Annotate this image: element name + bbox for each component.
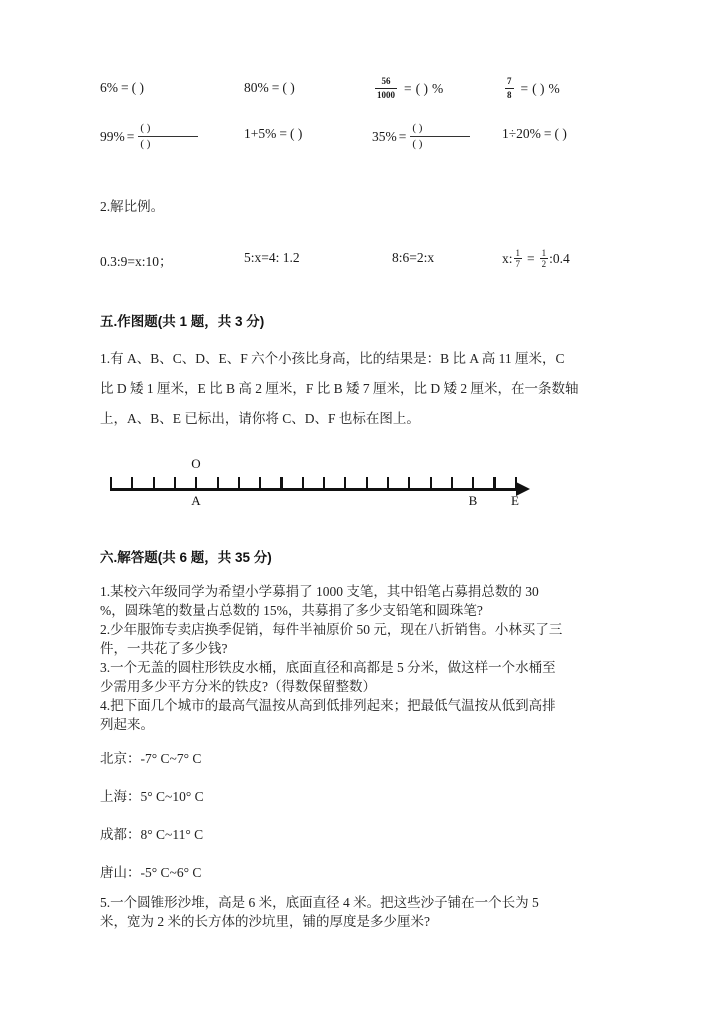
point-label-a: A (191, 493, 201, 508)
expression-left: 6% (100, 80, 118, 95)
problem-line: 1.某校六年级同学为希望小学募捐了 1000 支笔，其中铅笔占募捐总数的 30 (100, 584, 539, 599)
axis-tick (174, 477, 176, 489)
temperature-row-tangshan: 唐山：-5° C~6° C (100, 865, 202, 880)
proportion-expression: 8:6=2:x (392, 250, 435, 265)
section-five-question (100, 344, 628, 434)
fraction-56-1000 (375, 76, 397, 101)
solve-proportion-problems (96, 248, 636, 278)
fraction-denominator-blank[interactable]: ( ) (138, 136, 198, 151)
fraction-numerator: 7 (507, 76, 512, 86)
fraction-7-8 (505, 76, 514, 101)
ratio-suffix: :0.4 (549, 250, 570, 266)
question-line: 1.有 A、B、C、D、E、F 六个小孩比身高，比的结果是：B 比 A 高 11 厘米，C (100, 351, 565, 366)
fraction-denominator-blank[interactable]: ( ) (410, 136, 470, 151)
axis-tick (344, 477, 346, 489)
proportion-problem-4[interactable] (502, 248, 570, 269)
fraction-1-7 (514, 248, 523, 269)
axis-tick (430, 477, 432, 489)
axis-tick (366, 477, 368, 489)
fraction-numerator: 1 (541, 248, 547, 258)
paren-fraction-blank[interactable] (410, 122, 470, 151)
proportion-problem-2[interactable] (244, 250, 300, 266)
fill-in-row-1 (96, 76, 636, 116)
equals-sign: = (520, 80, 529, 96)
number-line-diagram[interactable] (96, 448, 636, 528)
fraction-numerator: 1 (515, 248, 521, 258)
solve-proportion-number: 2. (100, 199, 111, 214)
fraction-numerator: 56 (381, 76, 391, 86)
proportion-problem-1[interactable] (100, 250, 173, 270)
fraction-denominator: 7 (515, 259, 521, 269)
expression-left: 80% (244, 80, 269, 95)
problem-line: %，圆珠笔的数量占总数的 15%，共募捐了多少支铅笔和圆珠笔? (100, 603, 483, 618)
solve-proportion-title (100, 196, 164, 217)
expression-left: 1÷20% (502, 126, 541, 141)
point-label-e: E (511, 493, 519, 508)
axis-tick (259, 477, 261, 489)
solve-proportion-label: 解比例。 (110, 199, 165, 214)
temperature-row-beijing: 北京：-7° C~7° C (100, 751, 202, 766)
fill-in-item-1-plus-5-percent[interactable] (244, 126, 302, 142)
fill-in-item-56-over-1000[interactable] (372, 76, 443, 101)
fraction-numerator-blank[interactable]: ( ) (412, 122, 423, 134)
problem-line: 件，一共花了多少钱? (100, 641, 228, 656)
axis-tick (472, 477, 474, 489)
temperature-row-chengdu: 成都：8° C~11° C (100, 827, 204, 842)
solve-problem-2 (100, 620, 628, 658)
expression-left: 35% (372, 128, 397, 144)
problem-line: 少需用多少平方分米的铁皮?（得数保留整数） (100, 679, 376, 694)
paren-fraction-blank[interactable] (138, 122, 198, 151)
point-label-o: O (191, 456, 201, 471)
equals-sign: = (121, 80, 129, 95)
section-heading-five: 五.作图题(共 1 题，共 3 分) (100, 314, 265, 329)
temperature-row-shanghai: 上海：5° C~10° C (100, 789, 204, 804)
answer-blank[interactable]: ( ) (131, 80, 144, 95)
point-label-b: B (468, 493, 478, 508)
axis-tick (238, 477, 240, 489)
axis-tick (408, 477, 410, 489)
fraction-numerator-blank[interactable]: ( ) (140, 122, 151, 134)
number-line-axis (110, 488, 518, 491)
answer-blank[interactable]: ( ) (554, 126, 567, 141)
problem-line: 米，宽为 2 米的长方体的沙坑里，铺的厚度是多少厘米? (100, 914, 430, 929)
equals-sign: = (279, 126, 287, 141)
solve-problem-3 (100, 658, 628, 696)
equals-sign: = (126, 128, 135, 144)
solve-problem-5 (100, 893, 628, 931)
axis-tick (323, 477, 325, 489)
equals-sign: = (527, 250, 535, 266)
fill-in-item-1-div-20-percent[interactable] (502, 126, 567, 142)
axis-tick (451, 477, 453, 489)
axis-tick (302, 477, 304, 489)
answer-blank[interactable]: ( ) (289, 126, 303, 141)
fraction-denominator: 2 (541, 259, 547, 269)
axis-tick (280, 477, 282, 489)
question-line: 比 D 矮 1 厘米，E 比 B 高 2 厘米，F 比 B 矮 7 厘米，比 D 矮 2 厘米，在一条数轴 (100, 381, 579, 396)
fill-in-item-6-percent[interactable] (100, 80, 144, 96)
equals-sign: = (543, 126, 552, 141)
percent-suffix: % (432, 80, 444, 96)
solve-problem-1 (100, 582, 628, 620)
equals-sign: = (404, 80, 412, 96)
section-six-problems (100, 582, 628, 734)
percent-suffix: % (548, 80, 560, 96)
problem-line: 2.少年服饰专卖店换季促销，每件半袖原价 50 元，现在八折销售。小林买了三 (100, 622, 563, 637)
axis-tick (493, 477, 495, 489)
fill-in-item-80-percent[interactable] (244, 80, 295, 96)
fill-in-item-99-percent[interactable] (100, 122, 200, 151)
fill-in-row-2 (96, 122, 636, 162)
variable-x-prefix: x: (502, 250, 513, 266)
expression-left: 1+5% (244, 126, 277, 141)
fraction-1-2 (540, 248, 549, 269)
proportion-expression: 5:x=4: 1.2 (244, 250, 300, 265)
axis-tick (387, 477, 389, 489)
answer-blank[interactable]: ( ) (415, 80, 428, 96)
fill-in-item-35-percent[interactable] (372, 122, 472, 151)
answer-blank[interactable]: ( ) (532, 80, 545, 96)
axis-tick (131, 477, 133, 489)
axis-tick (217, 477, 219, 489)
proportion-expression: 0.3:9=x:10； (100, 254, 173, 269)
answer-blank[interactable]: ( ) (282, 80, 295, 95)
fraction-denominator: 1000 (377, 90, 395, 100)
equals-sign: = (398, 128, 407, 144)
section-heading-six: 六.解答题(共 6 题，共 35 分) (100, 550, 272, 565)
fraction-denominator: 8 (507, 90, 512, 100)
problem-line: 4.把下面几个城市的最高气温按从高到低排列起来；把最低气温按从低到高排 (100, 698, 556, 713)
problem-line: 5.一个圆锥形沙堆，高是 6 米，底面直径 4 米。把这些沙子铺在一个长为 5 (100, 895, 539, 910)
equals-sign: = (271, 80, 280, 95)
axis-tick (195, 477, 197, 489)
solve-problem-4 (100, 696, 628, 734)
question-line: 上，A、B、E 已标出，请你将 C、D、F 也标在图上。 (100, 411, 420, 426)
temperature-list (100, 740, 628, 892)
fill-in-item-7-over-8[interactable] (502, 76, 560, 101)
expression-left: 99% (100, 128, 125, 144)
problem-line: 列起来。 (100, 717, 154, 732)
axis-tick (153, 477, 155, 489)
proportion-problem-3[interactable] (392, 250, 434, 266)
problem-line: 3.一个无盖的圆柱形铁皮水桶，底面直径和高都是 5 分米，做这样一个水桶至 (100, 660, 556, 675)
axis-tick (515, 477, 517, 489)
axis-tick (110, 477, 112, 489)
